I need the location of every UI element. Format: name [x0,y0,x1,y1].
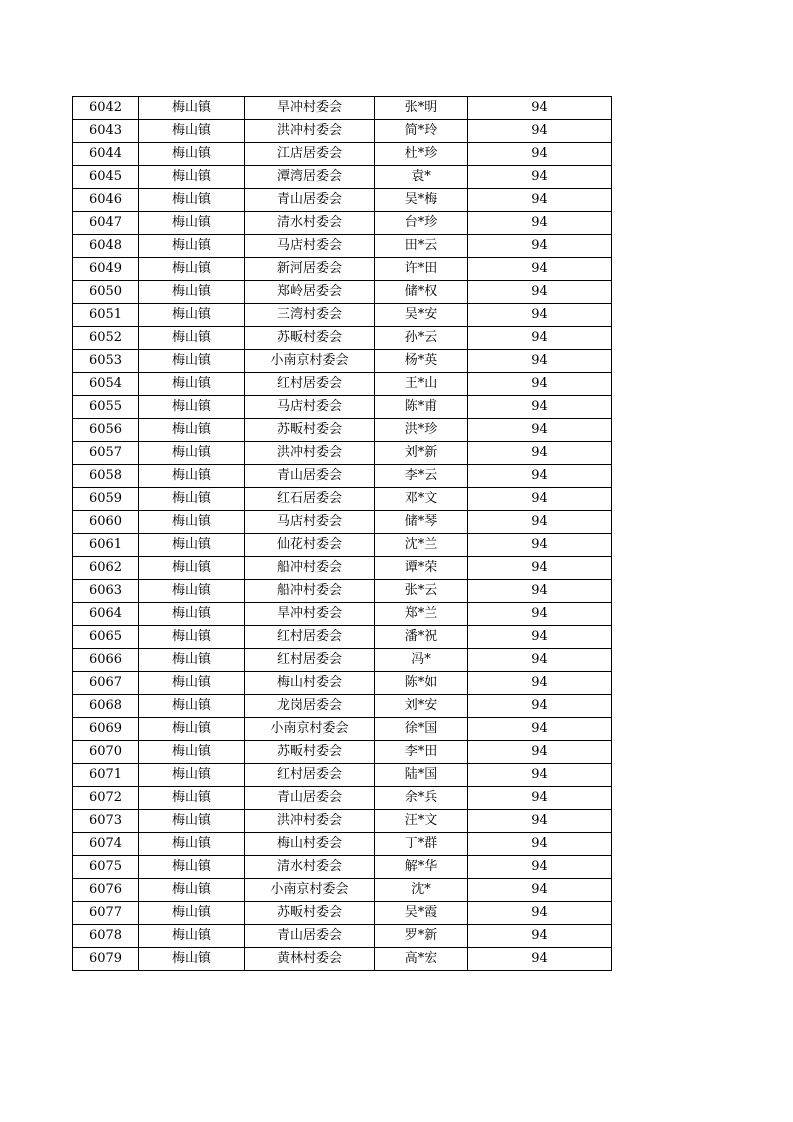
score-cell: 94 [468,787,612,810]
row-id-cell: 6066 [73,649,139,672]
row-id-cell: 6055 [73,396,139,419]
village-cell: 马店村委会 [245,511,375,534]
village-cell: 洪冲村委会 [245,120,375,143]
name-cell: 汪*文 [375,810,468,833]
town-cell: 梅山镇 [139,902,245,925]
name-cell: 郑*兰 [375,603,468,626]
town-cell: 梅山镇 [139,557,245,580]
table-row [73,557,612,580]
table-row [73,465,612,488]
score-cell: 94 [468,304,612,327]
town-cell: 梅山镇 [139,304,245,327]
name-cell: 陈*如 [375,672,468,695]
name-cell: 田*云 [375,235,468,258]
village-cell: 三湾村委会 [245,304,375,327]
village-cell: 旱冲村委会 [245,603,375,626]
table-row [73,212,612,235]
row-id-cell: 6056 [73,419,139,442]
town-cell: 梅山镇 [139,235,245,258]
score-cell: 94 [468,948,612,971]
table-row [73,258,612,281]
row-id-cell: 6058 [73,465,139,488]
name-cell: 高*宏 [375,948,468,971]
score-cell: 94 [468,626,612,649]
table-row [73,419,612,442]
score-cell: 94 [468,672,612,695]
name-cell: 王*山 [375,373,468,396]
score-cell: 94 [468,925,612,948]
table-row [73,235,612,258]
name-cell: 李*云 [375,465,468,488]
name-cell: 简*玲 [375,120,468,143]
score-cell: 94 [468,258,612,281]
score-cell: 94 [468,764,612,787]
row-id-cell: 6063 [73,580,139,603]
row-id-cell: 6062 [73,557,139,580]
score-cell: 94 [468,603,612,626]
name-cell: 丁*群 [375,833,468,856]
row-id-cell: 6070 [73,741,139,764]
village-cell: 苏畈村委会 [245,902,375,925]
table-row [73,166,612,189]
row-id-cell: 6049 [73,258,139,281]
village-cell: 青山居委会 [245,189,375,212]
score-cell: 94 [468,856,612,879]
town-cell: 梅山镇 [139,189,245,212]
village-cell: 小南京村委会 [245,718,375,741]
table-row [73,350,612,373]
row-id-cell: 6078 [73,925,139,948]
village-cell: 梅山村委会 [245,833,375,856]
score-cell: 94 [468,488,612,511]
table-row [73,143,612,166]
name-cell: 许*田 [375,258,468,281]
row-id-cell: 6043 [73,120,139,143]
score-cell: 94 [468,212,612,235]
village-cell: 青山居委会 [245,465,375,488]
row-id-cell: 6047 [73,212,139,235]
village-cell: 郑岭居委会 [245,281,375,304]
town-cell: 梅山镇 [139,925,245,948]
town-cell: 梅山镇 [139,580,245,603]
name-cell: 余*兵 [375,787,468,810]
village-cell: 红村居委会 [245,373,375,396]
town-cell: 梅山镇 [139,787,245,810]
score-cell: 94 [468,442,612,465]
town-cell: 梅山镇 [139,258,245,281]
town-cell: 梅山镇 [139,948,245,971]
town-cell: 梅山镇 [139,419,245,442]
name-cell: 邓*文 [375,488,468,511]
table-row [73,603,612,626]
name-cell: 储*权 [375,281,468,304]
name-cell: 陈*甫 [375,396,468,419]
name-cell: 陆*国 [375,764,468,787]
village-cell: 船冲村委会 [245,557,375,580]
row-id-cell: 6075 [73,856,139,879]
row-id-cell: 6048 [73,235,139,258]
village-cell: 马店村委会 [245,396,375,419]
table-body [73,97,612,971]
village-cell: 马店村委会 [245,235,375,258]
table-row [73,189,612,212]
town-cell: 梅山镇 [139,718,245,741]
table-row [73,902,612,925]
town-cell: 梅山镇 [139,810,245,833]
table-row [73,718,612,741]
table-row [73,764,612,787]
score-cell: 94 [468,327,612,350]
village-cell: 洪冲村委会 [245,442,375,465]
score-cell: 94 [468,166,612,189]
name-cell: 潘*祝 [375,626,468,649]
row-id-cell: 6079 [73,948,139,971]
score-cell: 94 [468,511,612,534]
village-cell: 青山居委会 [245,787,375,810]
name-cell: 沈*兰 [375,534,468,557]
row-id-cell: 6072 [73,787,139,810]
score-cell: 94 [468,396,612,419]
table-row [73,511,612,534]
row-id-cell: 6061 [73,534,139,557]
table-row [73,534,612,557]
village-cell: 红村居委会 [245,649,375,672]
table-row [73,97,612,120]
village-cell: 黄林村委会 [245,948,375,971]
data-table [72,96,612,971]
name-cell: 杨*英 [375,350,468,373]
row-id-cell: 6071 [73,764,139,787]
village-cell: 苏畈村委会 [245,419,375,442]
town-cell: 梅山镇 [139,120,245,143]
score-cell: 94 [468,718,612,741]
town-cell: 梅山镇 [139,465,245,488]
score-cell: 94 [468,833,612,856]
village-cell: 青山居委会 [245,925,375,948]
row-id-cell: 6059 [73,488,139,511]
village-cell: 苏畈村委会 [245,327,375,350]
name-cell: 储*琴 [375,511,468,534]
town-cell: 梅山镇 [139,672,245,695]
table-row [73,396,612,419]
score-cell: 94 [468,97,612,120]
row-id-cell: 6050 [73,281,139,304]
village-cell: 梅山村委会 [245,672,375,695]
table-row [73,373,612,396]
row-id-cell: 6053 [73,350,139,373]
table-row [73,695,612,718]
village-cell: 旱冲村委会 [245,97,375,120]
row-id-cell: 6067 [73,672,139,695]
row-id-cell: 6057 [73,442,139,465]
row-id-cell: 6046 [73,189,139,212]
row-id-cell: 6045 [73,166,139,189]
table-row [73,626,612,649]
town-cell: 梅山镇 [139,373,245,396]
name-cell: 吴*梅 [375,189,468,212]
table-row [73,281,612,304]
name-cell: 洪*珍 [375,419,468,442]
village-cell: 潭湾居委会 [245,166,375,189]
score-cell: 94 [468,189,612,212]
row-id-cell: 6052 [73,327,139,350]
table-row [73,442,612,465]
table-row [73,488,612,511]
score-cell: 94 [468,649,612,672]
village-cell: 船冲村委会 [245,580,375,603]
name-cell: 冯* [375,649,468,672]
name-cell: 谭*荣 [375,557,468,580]
village-cell: 小南京村委会 [245,350,375,373]
town-cell: 梅山镇 [139,350,245,373]
town-cell: 梅山镇 [139,741,245,764]
name-cell: 刘*新 [375,442,468,465]
name-cell: 孙*云 [375,327,468,350]
row-id-cell: 6064 [73,603,139,626]
score-cell: 94 [468,580,612,603]
score-cell: 94 [468,902,612,925]
table-row [73,304,612,327]
town-cell: 梅山镇 [139,143,245,166]
village-cell: 小南京村委会 [245,879,375,902]
table-row [73,649,612,672]
name-cell: 刘*安 [375,695,468,718]
score-cell: 94 [468,741,612,764]
row-id-cell: 6051 [73,304,139,327]
table-row [73,810,612,833]
town-cell: 梅山镇 [139,327,245,350]
score-cell: 94 [468,373,612,396]
row-id-cell: 6069 [73,718,139,741]
village-cell: 新河居委会 [245,258,375,281]
table-row [73,327,612,350]
town-cell: 梅山镇 [139,281,245,304]
row-id-cell: 6073 [73,810,139,833]
table-row [73,948,612,971]
village-cell: 红石居委会 [245,488,375,511]
score-cell: 94 [468,695,612,718]
village-cell: 仙花村委会 [245,534,375,557]
score-cell: 94 [468,534,612,557]
town-cell: 梅山镇 [139,764,245,787]
town-cell: 梅山镇 [139,856,245,879]
score-cell: 94 [468,350,612,373]
village-cell: 红村居委会 [245,626,375,649]
town-cell: 梅山镇 [139,626,245,649]
town-cell: 梅山镇 [139,695,245,718]
town-cell: 梅山镇 [139,97,245,120]
name-cell: 徐*国 [375,718,468,741]
village-cell: 红村居委会 [245,764,375,787]
row-id-cell: 6044 [73,143,139,166]
table-row [73,833,612,856]
town-cell: 梅山镇 [139,833,245,856]
name-cell: 吴*霞 [375,902,468,925]
name-cell: 台*珍 [375,212,468,235]
name-cell: 沈* [375,879,468,902]
score-cell: 94 [468,465,612,488]
name-cell: 杜*珍 [375,143,468,166]
town-cell: 梅山镇 [139,396,245,419]
row-id-cell: 6065 [73,626,139,649]
name-cell: 袁* [375,166,468,189]
row-id-cell: 6042 [73,97,139,120]
town-cell: 梅山镇 [139,442,245,465]
village-cell: 清水村委会 [245,856,375,879]
village-cell: 清水村委会 [245,212,375,235]
table-row [73,856,612,879]
village-cell: 苏畈村委会 [245,741,375,764]
village-cell: 江店居委会 [245,143,375,166]
score-cell: 94 [468,120,612,143]
village-cell: 龙岗居委会 [245,695,375,718]
town-cell: 梅山镇 [139,603,245,626]
row-id-cell: 6076 [73,879,139,902]
town-cell: 梅山镇 [139,649,245,672]
table-row [73,120,612,143]
name-cell: 罗*新 [375,925,468,948]
row-id-cell: 6077 [73,902,139,925]
village-cell: 洪冲村委会 [245,810,375,833]
score-cell: 94 [468,810,612,833]
row-id-cell: 6054 [73,373,139,396]
table-row [73,879,612,902]
table-row [73,787,612,810]
table-row [73,925,612,948]
score-cell: 94 [468,879,612,902]
table-row [73,580,612,603]
row-id-cell: 6060 [73,511,139,534]
town-cell: 梅山镇 [139,212,245,235]
score-cell: 94 [468,143,612,166]
score-cell: 94 [468,557,612,580]
name-cell: 吴*安 [375,304,468,327]
name-cell: 张*明 [375,97,468,120]
town-cell: 梅山镇 [139,879,245,902]
town-cell: 梅山镇 [139,511,245,534]
town-cell: 梅山镇 [139,534,245,557]
table-row [73,672,612,695]
town-cell: 梅山镇 [139,166,245,189]
town-cell: 梅山镇 [139,488,245,511]
score-cell: 94 [468,281,612,304]
score-cell: 94 [468,235,612,258]
row-id-cell: 6074 [73,833,139,856]
name-cell: 李*田 [375,741,468,764]
table-row [73,741,612,764]
score-cell: 94 [468,419,612,442]
name-cell: 解*华 [375,856,468,879]
row-id-cell: 6068 [73,695,139,718]
name-cell: 张*云 [375,580,468,603]
